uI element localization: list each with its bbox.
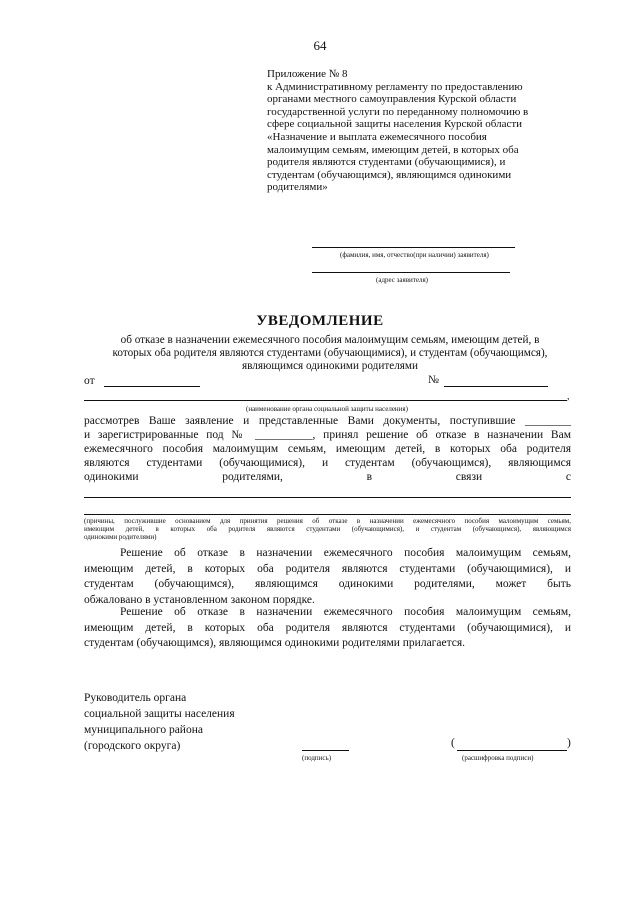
- reasons-line-2[interactable]: [84, 514, 571, 515]
- from-label: от: [84, 375, 95, 387]
- organization-line[interactable]: [84, 400, 567, 401]
- appendix-line: родителями»: [267, 181, 328, 194]
- appendix-line: органами местного самоуправления Курской области: [267, 93, 517, 106]
- body-line: и зарегистрированные под № __________, принял решение об отказе в назначении Вам: [84, 429, 571, 441]
- reasons-caption-line: одинокими родителями): [84, 533, 157, 542]
- appendix-line: родителя являются студентами (обучающимися), и: [267, 156, 506, 169]
- decryption-line[interactable]: [457, 750, 567, 751]
- attachment-paragraph: [84, 605, 571, 652]
- body-line: являются студентами (обучающимися), и студентам (обучающимся), являющимся: [84, 457, 571, 469]
- applicant-address-caption: (адрес заявителя): [376, 276, 428, 284]
- signature-line[interactable]: [302, 750, 349, 751]
- appendix-line: государственной услуги по переданному полномочию в: [267, 105, 529, 118]
- paragraph-line: имеющим детей, в которых оба родителя являются студентами (обучающимися), и: [84, 562, 571, 575]
- organization-line-comma: ,: [567, 391, 570, 402]
- position-line: муниципального района: [84, 724, 203, 736]
- reasons-line-1[interactable]: [84, 497, 571, 498]
- appendix-line: сфере социальной защиты населения Курской области: [267, 118, 523, 131]
- number-field-line[interactable]: [444, 386, 548, 387]
- document-title: УВЕДОМЛЕНИЕ: [256, 313, 384, 329]
- subtitle-line: являющимся одинокими родителями: [242, 360, 418, 372]
- subtitle-line: которых оба родителя являются студентами (обучающимися), и студентам (обучающимся),: [112, 347, 548, 359]
- reasons-caption: [84, 517, 571, 542]
- appendix-line: малоимущим семьям, имеющим детей, в которых оба: [267, 143, 519, 156]
- appendix-line: Приложение № 8: [267, 68, 348, 80]
- decryption-open-paren: (: [451, 737, 455, 749]
- body-line: ежемесячного пособия малоимущим семьям, имеющим детей, в которых оба родителя: [84, 443, 571, 455]
- paragraph-line: имеющим детей, в которых оба родителя являются студентами (обучающимися), и: [84, 621, 571, 634]
- paragraph-line: студентам (обучающимся), являющимся одинокими родителями прилагается.: [84, 637, 466, 649]
- paragraph-line: студентам (обучающимся), являющимся одинокими родителями, может быть: [84, 578, 571, 590]
- appendix-header: [267, 68, 587, 194]
- number-label: №: [428, 374, 439, 386]
- reasons-caption-line: (причины, послужившие основанием для принятия решения об отказе в назначении ежемесячного пособия малоимущим семьям,: [84, 517, 571, 525]
- signature-caption: (подпись): [302, 754, 332, 762]
- applicant-name-line[interactable]: [312, 247, 515, 248]
- notice-body: [84, 414, 571, 484]
- date-field-line[interactable]: [104, 386, 200, 387]
- appendix-line: студентам (обучающимся), являющимся одинокими: [267, 168, 512, 181]
- paragraph-line: Решение об отказе в назначении ежемесячного пособия малоимущим семьям,: [120, 606, 571, 618]
- decryption-close-paren: ): [567, 737, 571, 749]
- document-subtitle: [80, 334, 580, 373]
- position-line: (городского округа): [84, 740, 181, 752]
- position-line: Руководитель органа: [84, 692, 187, 704]
- page-number: 64: [313, 38, 327, 53]
- subtitle-line: об отказе в назначении ежемесячного пособия малоимущим семьям, имеющим детей, в: [120, 334, 540, 346]
- paragraph-line: обжаловано в установленном законом порядке.: [84, 593, 315, 606]
- position-line: социальной защиты населения: [84, 708, 235, 720]
- reasons-caption-line: имеющим детей, в которых оба родителя являются студентами (обучающимися), и студентам (обучающимся), являющимся: [84, 525, 571, 534]
- decryption-caption: (расшифровка подписи): [462, 754, 534, 762]
- appendix-line: «Назначение и выплата ежемесячного пособия: [267, 130, 487, 143]
- body-line: рассмотрев Ваше заявление и представленные Вами документы, поступившие ________: [84, 415, 571, 427]
- applicant-name-caption: (фамилия, имя, отчество(при наличии) заявителя): [340, 251, 489, 259]
- body-line: одинокими родителями, в связи с: [84, 471, 571, 483]
- signatory-position: [84, 690, 235, 754]
- applicant-address-line[interactable]: [312, 272, 510, 273]
- organization-caption: (наименование органа социальной защиты населения): [246, 405, 408, 413]
- appendix-line: к Административному регламенту по предоставлению: [267, 80, 523, 93]
- paragraph-line: Решение об отказе в назначении ежемесячного пособия малоимущим семьям,: [120, 547, 571, 559]
- appeal-paragraph: [84, 546, 571, 608]
